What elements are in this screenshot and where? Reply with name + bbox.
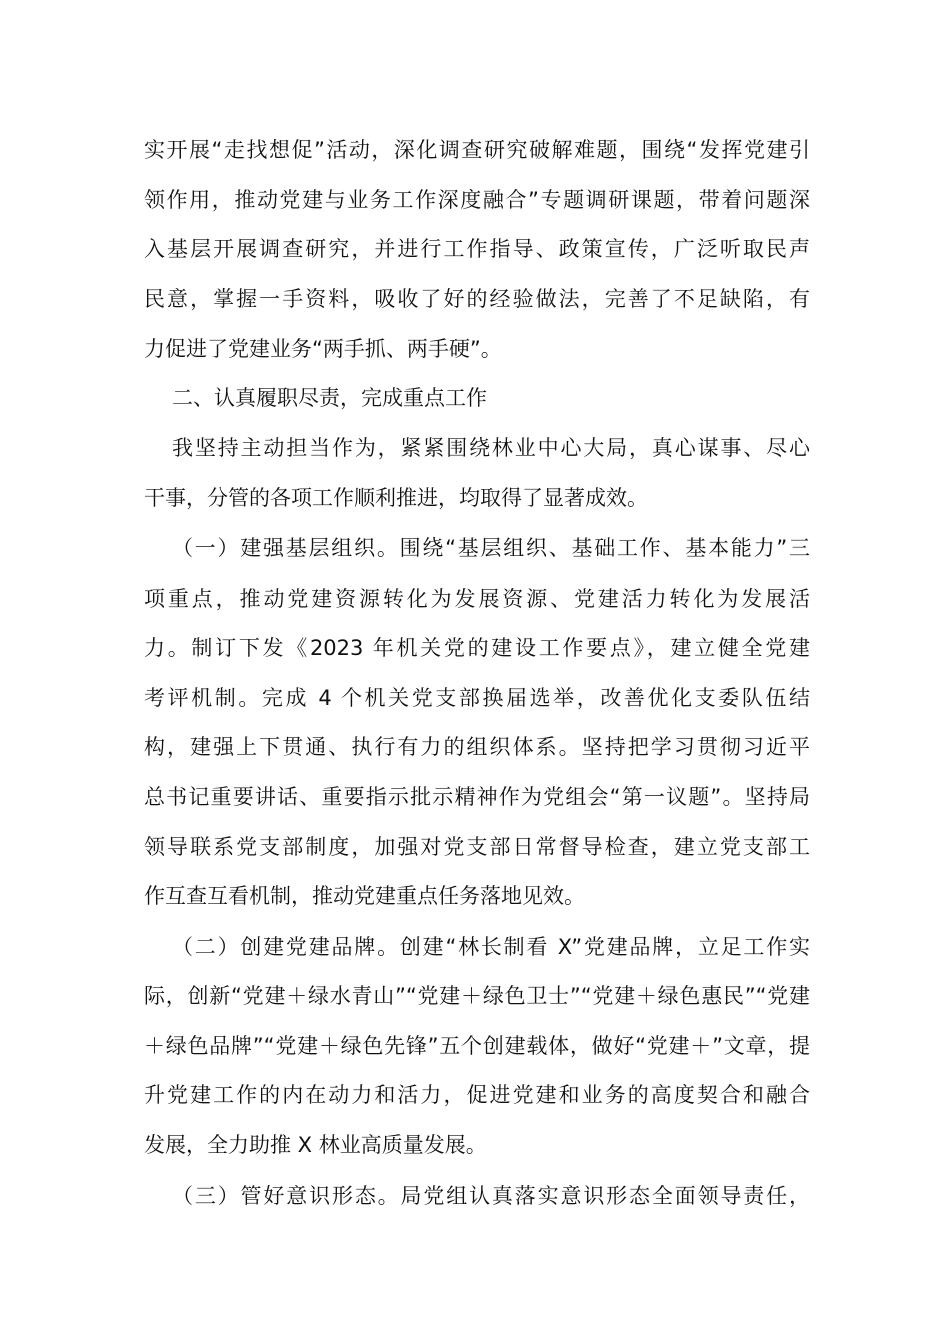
body-text-line: ＋绿色品牌”“党建＋绿色先锋”五个创建载体，做好“党建＋”文章，提 [144, 1034, 810, 1058]
body-text-line: 作互查互看机制，推动党建重点任务落地见效。 [144, 884, 585, 908]
body-text-line: 构，建强上下贯通、执行有力的组织体系。坚持把学习贯彻习近平 [144, 735, 810, 759]
paragraph-first-line: （二）创建党建品牌。创建“林长制看 X”党建品牌，立足工作实 [172, 935, 810, 959]
body-text-line: 民意，掌握一手资料，吸收了好的经验做法，完善了不足缺陷，有 [144, 287, 810, 311]
paragraph-first-line: （一）建强基层组织。围绕“基层组织、基础工作、基本能力”三 [172, 536, 810, 560]
body-text-line: 干事，分管的各项工作顺利推进，均取得了显著成效。 [144, 486, 648, 510]
body-text-line: 领作用，推动党建与业务工作深度融合”专题调研课题，带着问题深 [144, 188, 810, 212]
paragraph-first-line: （三）管好意识形态。局党组认真落实意识形态全面领导责任， [172, 1184, 810, 1208]
body-text-line: 项重点，推动党建资源转化为发展资源、党建活力转化为发展活 [144, 587, 810, 611]
body-text-line: 入基层开展调查研究，并进行工作指导、政策宣传，广泛听取民声 [144, 237, 810, 261]
body-text-line: 升党建工作的内在动力和活力，促进党建和业务的高度契合和融合 [144, 1083, 810, 1107]
section-heading: 二、认真履职尽责，完成重点工作 [172, 386, 487, 410]
body-text-line: 领导联系党支部制度，加强对党支部日常督导检查，建立党支部工 [144, 835, 810, 859]
body-text-line: 力促进了党建业务“两手抓、两手硬”。 [144, 337, 502, 361]
paragraph-first-line: 我坚持主动担当作为，紧紧围绕林业中心大局，真心谋事、尽心 [172, 436, 810, 460]
body-text-line: 发展，全力助推 X 林业高质量发展。 [144, 1133, 487, 1157]
body-text-line: 际，创新“党建＋绿水青山”“党建＋绿色卫士”“党建＋绿色惠民”“党建 [144, 984, 810, 1008]
body-text-line: 总书记重要讲话、重要指示批示精神作为党组会“第一议题”。坚持局 [144, 785, 810, 809]
body-text-line: 考评机制。完成 4 个机关党支部换届选举，改善优化支委队伍结 [144, 686, 810, 710]
body-text-line: 实开展“走找想促”活动，深化调查研究破解难题，围绕“发挥党建引 [144, 138, 810, 162]
body-text-line: 力。制订下发《2023 年机关党的建设工作要点》，建立健全党建 [144, 636, 810, 660]
